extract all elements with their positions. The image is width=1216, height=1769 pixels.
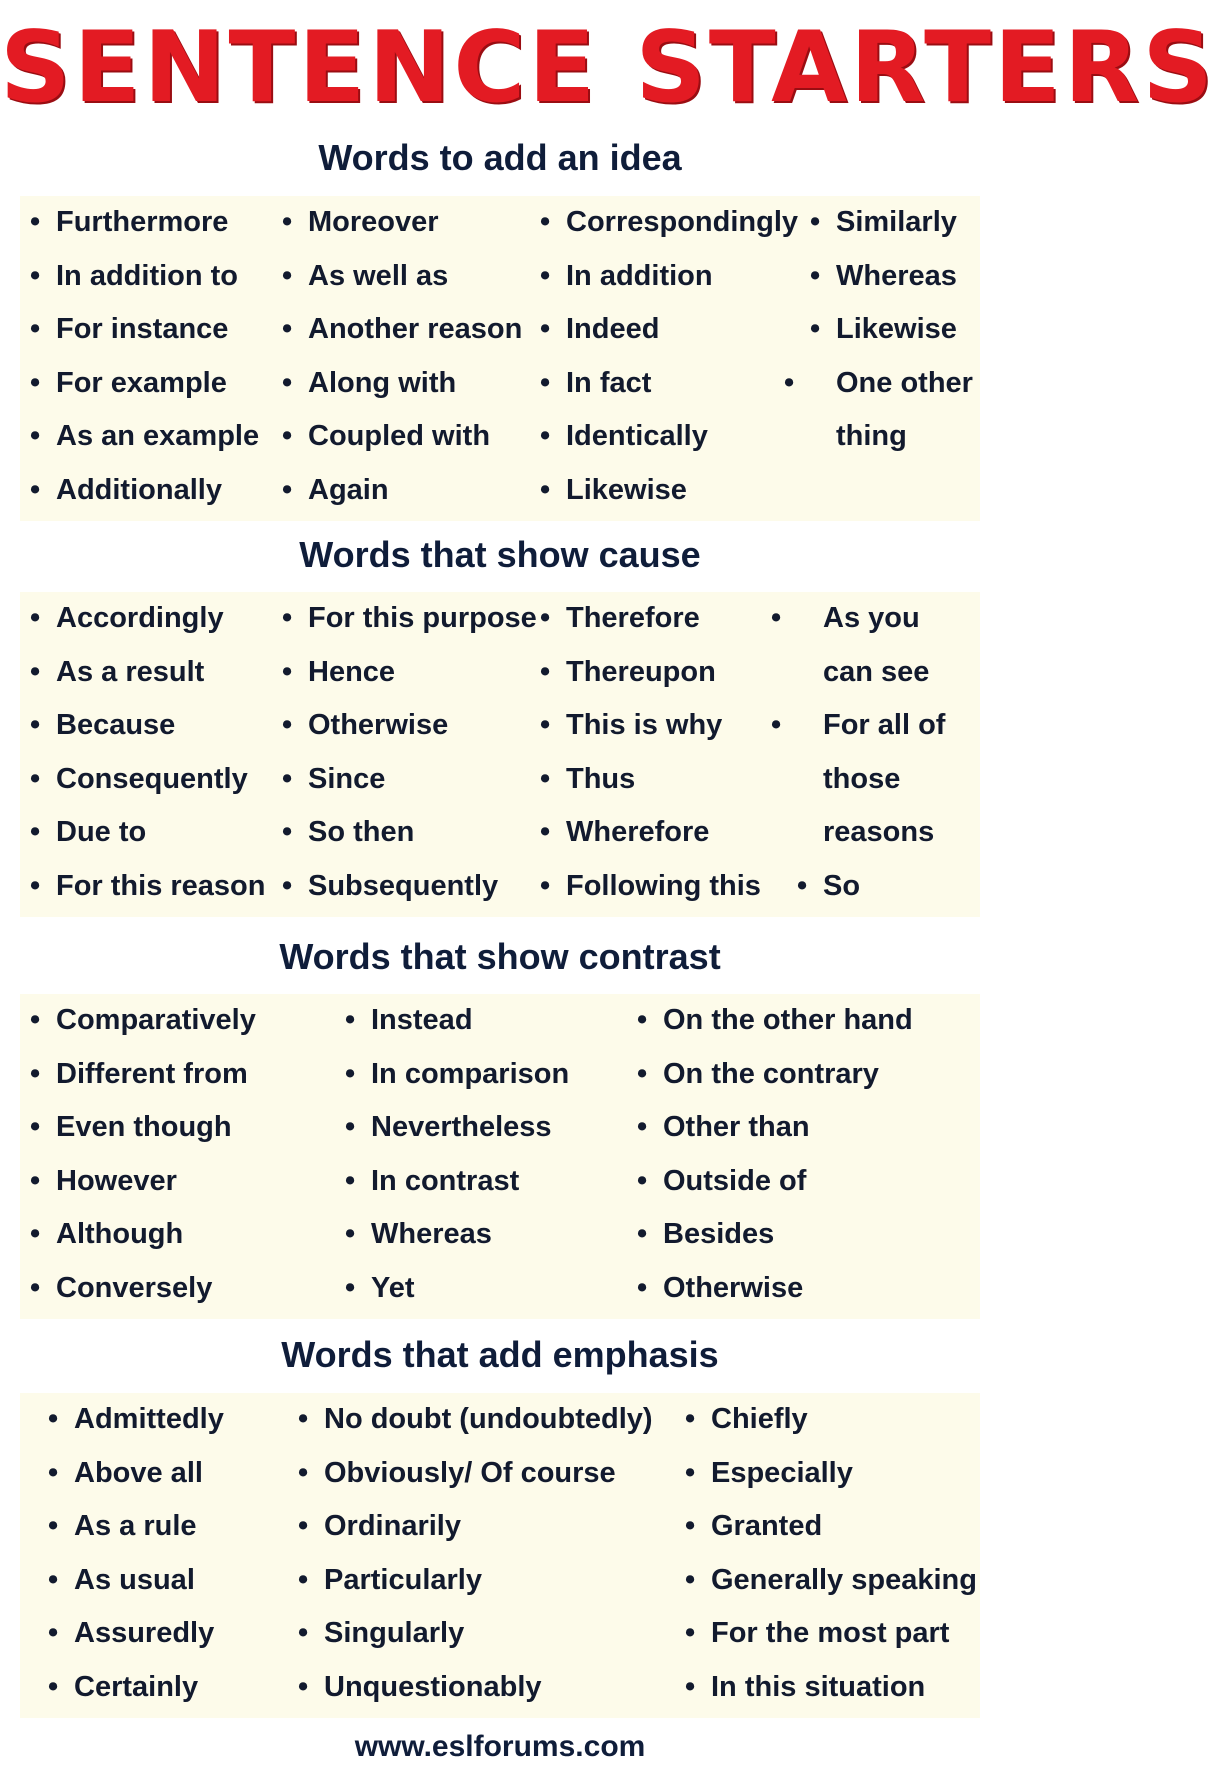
list-item: • On the other hand (637, 994, 913, 1048)
list-item: • However (30, 1155, 256, 1209)
panel-add-idea (20, 196, 980, 521)
list-item: • Otherwise (637, 1262, 913, 1316)
list-item: • Likewise (540, 464, 798, 518)
list-item: • Since (282, 753, 537, 807)
list-item: • Similarly (810, 196, 975, 250)
list-item: • Therefore (540, 592, 761, 646)
list-item: • As well as (282, 250, 522, 304)
list-item: • On the contrary (637, 1048, 913, 1102)
section-heading-show-cause: Words that show cause (299, 534, 701, 575)
word-list-column (540, 592, 761, 913)
list-item: • Another reason (282, 303, 522, 357)
list-item: • Thus (540, 753, 761, 807)
list-item: • Subsequently (282, 860, 537, 914)
panel-add-emphasis (20, 1393, 980, 1718)
list-item: • Different from (30, 1048, 256, 1102)
list-item: • In fact (540, 357, 798, 411)
list-item: • Ordinarily (298, 1500, 653, 1554)
word-list-column (30, 592, 266, 913)
list-item: • Although (30, 1208, 256, 1262)
list-item: • Conversely (30, 1262, 256, 1316)
section-heading-show-contrast: Words that show contrast (279, 936, 721, 977)
word-list-column (797, 592, 975, 913)
list-item: • Moreover (282, 196, 522, 250)
word-list-column (685, 1393, 977, 1714)
list-item: • Thereupon (540, 646, 761, 700)
word-list-column (298, 1393, 653, 1714)
list-item: • So then (282, 806, 537, 860)
word-list-column (810, 196, 975, 464)
list-item: • One other thing (810, 357, 975, 464)
list-item: • So (797, 860, 975, 914)
word-list-column (637, 994, 913, 1315)
page-title: SENTENCE STARTERS (0, 11, 1216, 125)
word-list-column (345, 994, 569, 1315)
list-item: • Additionally (30, 464, 259, 518)
footer-url: www.eslforums.com (354, 1730, 646, 1763)
list-item: • Indeed (540, 303, 798, 357)
list-item: • Granted (685, 1500, 977, 1554)
list-item: • Above all (48, 1447, 224, 1501)
panel-show-cause (20, 592, 980, 917)
list-item: • No doubt (undoubtedly) (298, 1393, 653, 1447)
list-item: • Along with (282, 357, 522, 411)
list-item: • Yet (345, 1262, 569, 1316)
list-item: • For the most part (685, 1607, 977, 1661)
list-item: • Chiefly (685, 1393, 977, 1447)
list-item: • Whereas (345, 1208, 569, 1262)
list-item: • Assuredly (48, 1607, 224, 1661)
list-item: • Comparatively (30, 994, 256, 1048)
list-item: • Particularly (298, 1554, 653, 1608)
list-item: • Wherefore (540, 806, 761, 860)
list-item: • As a result (30, 646, 266, 700)
list-item: • In this situation (685, 1661, 977, 1715)
list-item: • Besides (637, 1208, 913, 1262)
list-item: • Certainly (48, 1661, 224, 1715)
list-item: • Unquestionably (298, 1661, 653, 1715)
list-item: • Obviously/ Of course (298, 1447, 653, 1501)
list-item: • Consequently (30, 753, 266, 807)
list-item: • Especially (685, 1447, 977, 1501)
list-item: • For all of those reasons (797, 699, 975, 860)
list-item: • Otherwise (282, 699, 537, 753)
section-heading-add-idea: Words to add an idea (318, 137, 682, 178)
list-item: • In addition (540, 250, 798, 304)
list-item: • Other than (637, 1101, 913, 1155)
word-list-column (30, 196, 259, 517)
list-item: • Even though (30, 1101, 256, 1155)
list-item: • Correspondingly (540, 196, 798, 250)
list-item: • For example (30, 357, 259, 411)
list-item: • Coupled with (282, 410, 522, 464)
list-item: • As you can see (797, 592, 975, 699)
list-item: • Following this (540, 860, 761, 914)
list-item: • Likewise (810, 303, 975, 357)
list-item: • Due to (30, 806, 266, 860)
list-item: • Hence (282, 646, 537, 700)
panel-show-contrast (20, 994, 980, 1319)
list-item: • Furthermore (30, 196, 259, 250)
word-list-column (30, 994, 256, 1315)
list-item: • Because (30, 699, 266, 753)
list-item: • For this purpose (282, 592, 537, 646)
word-list-column (48, 1393, 224, 1714)
word-list-column (282, 592, 537, 913)
word-list-column (540, 196, 798, 517)
list-item: • This is why (540, 699, 761, 753)
list-item: • Accordingly (30, 592, 266, 646)
section-heading-add-emphasis: Words that add emphasis (281, 1334, 719, 1375)
list-item: • In comparison (345, 1048, 569, 1102)
list-item: • Singularly (298, 1607, 653, 1661)
list-item: • Instead (345, 994, 569, 1048)
list-item: • Generally speaking (685, 1554, 977, 1608)
list-item: • Identically (540, 410, 798, 464)
list-item: • In addition to (30, 250, 259, 304)
list-item: • As a rule (48, 1500, 224, 1554)
list-item: • Nevertheless (345, 1101, 569, 1155)
list-item: • Again (282, 464, 522, 518)
list-item: • For instance (30, 303, 259, 357)
list-item: • Admittedly (48, 1393, 224, 1447)
list-item: • For this reason (30, 860, 266, 914)
list-item: • Outside of (637, 1155, 913, 1209)
list-item: • As an example (30, 410, 259, 464)
list-item: • In contrast (345, 1155, 569, 1209)
list-item: • Whereas (810, 250, 975, 304)
list-item: • As usual (48, 1554, 224, 1608)
word-list-column (282, 196, 522, 517)
